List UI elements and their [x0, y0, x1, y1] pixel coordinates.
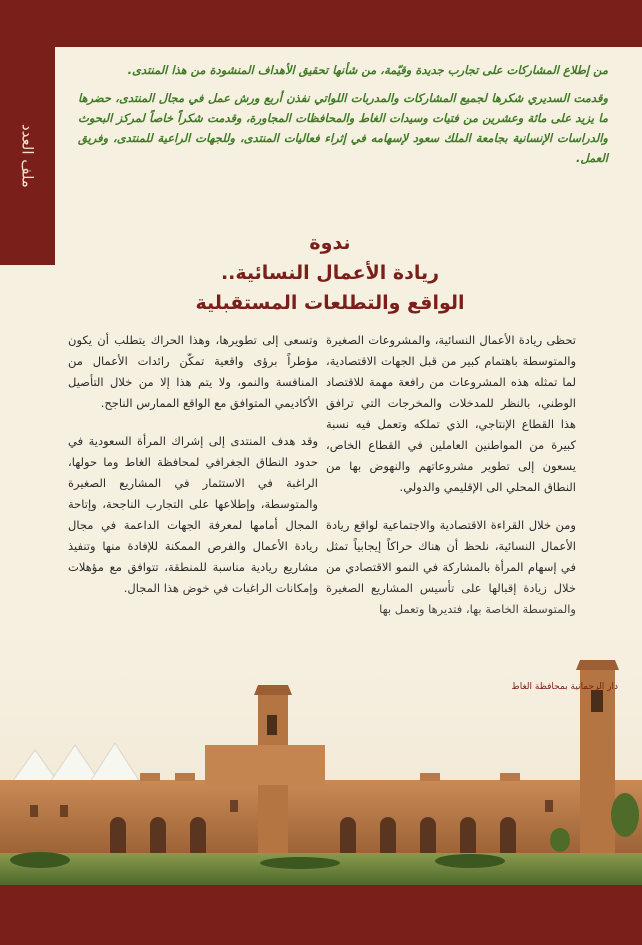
bottom-footer-band [0, 885, 642, 945]
title-line-2: ريادة الأعمال النسائية.. [220, 262, 440, 284]
intro-paragraph-2: وقدمت السديري شكرها لجميع المشاركات والمدربات اللواتي نفذن أربع ورش عمل في مجال المنتدى، حضرها ما يزيد على مائة وعشرين من فتيات وسيدات الغاط والمحافظات المجاورة، وقدمت شكراً خاصاً لمركز البحوث والدراسات الإنسانية بجامعة الملك سعود لإسهامه في إثراء فعاليات المنتدى، وللجهات الراعية للمنتدى، وفريق العمل. [78, 91, 608, 165]
title-line-3: الواقع والتطلعات المستقبلية [195, 292, 465, 314]
title-line-1: ندوة [309, 232, 351, 254]
photo-caption: دار الرحمانية بمحافظة الغاط [511, 682, 618, 692]
intro-paragraph-1: من إطلاع المشاركات على تجارب جديدة وقيّمة، من شأنها تحقيق الأهداف المنشودة من هذا المنتدى. [127, 63, 608, 77]
section-label: ملف العدد [18, 124, 37, 188]
article-title [150, 228, 510, 318]
top-header-band [0, 0, 642, 47]
intro-text-block [78, 60, 608, 176]
body-column-left [68, 330, 318, 616]
left-paragraph-1: وتسعى إلى تطويرها، وهذا الحراك يتطلب أن يكون مؤطراً برؤى واقعية تمكّن رائدات الأعمال من المنافسة والنمو، ولا يتم هذا إلا من خلال التأصيل الأكاديمي المتوافق مع الواقع الممارس الناجح. [68, 333, 318, 410]
section-side-tab [0, 47, 55, 265]
right-paragraph-1: تحظى ريادة الأعمال النسائية، والمشروعات الصغيرة والمتوسطة باهتمام كبير من قبل الجهات الاقتصادية، لما تمثله هذه المشروعات من رافعة مهمة للاقتصاد الوطني، بالنظر للمدخلات والمخرجات التي ترافق هذا القطاع الإنتاجي، الذي تملكه وتعمل فيه نسبة كبيرة من المواطنين العاملين في القطاع الخاص، يسعون إلى تطوير مشروعاتهم والنهوض بها من النطاق المحلي الى الإقليمي والدولي. [326, 333, 576, 494]
left-paragraph-2: وقد هدف المنتدى إلى إشراك المرأة السعودية في حدود النطاق الجغرافي لمحافظة الغاط وما حولها، الراغبة في الاستثمار في المشاريع الصغيرة والمتوسطة، وإطلاعها على التجارب الناجحة، وإتاحة المجال أمامها لمعرفة الجهات الداعمة في مجال ريادة الأعمال والفرص الممكنة للإفادة منها وتنفيذ مشاريع ريادية مناسبة للمنطقة، تتوافق مع مؤهلات [68, 434, 318, 574]
dar-alrahmaniya-building-photo [0, 575, 642, 885]
right-paragraph-2: ومن خلال القراءة الاقتصادية والاجتماعية لواقع ريادة الأعمال النسائية، نلحظ أن هناك حراكاً إيجابياً تمثل في إسهام المرأة بالمشاركة في النمو الاقتصادي من [326, 518, 576, 574]
